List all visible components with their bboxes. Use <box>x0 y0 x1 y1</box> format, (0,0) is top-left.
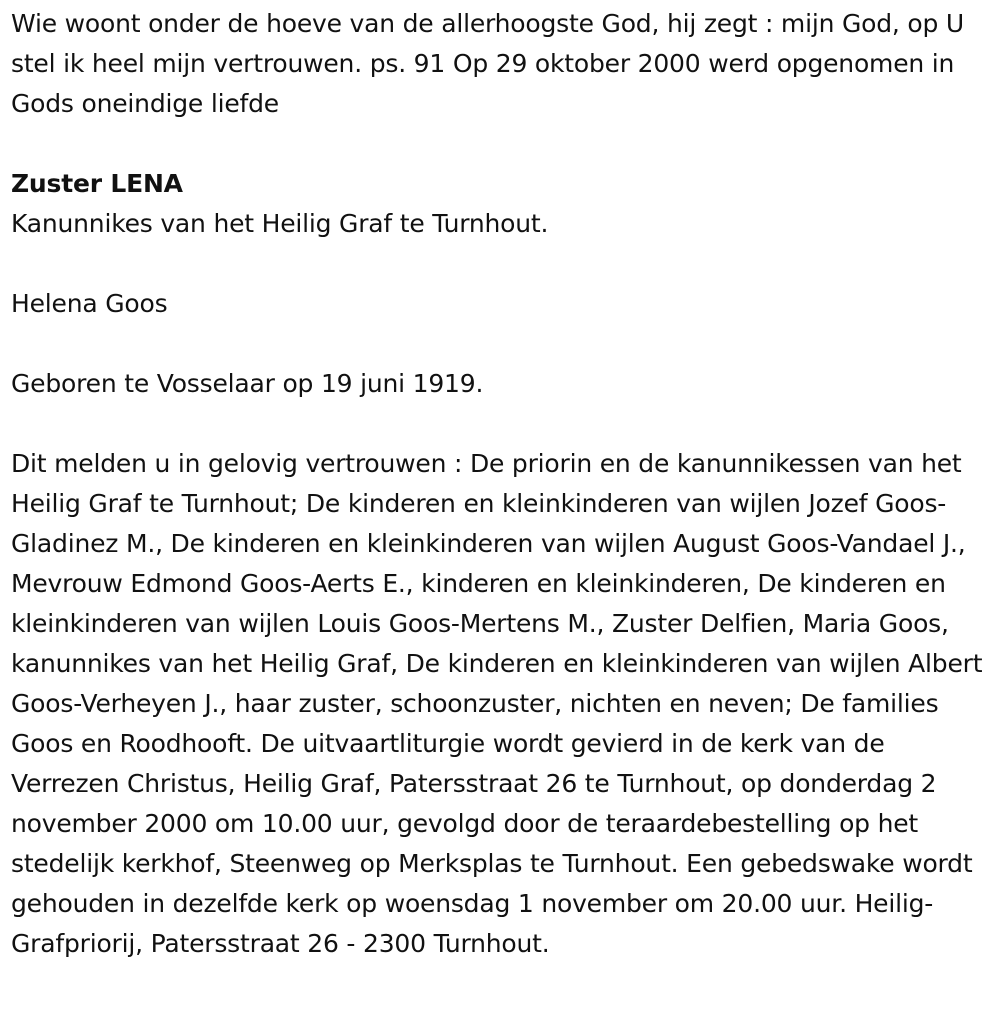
birth-line: Geboren te Vosselaar op 19 juni 1919. <box>11 369 484 398</box>
name-heading: Zuster LENA <box>11 169 183 198</box>
community-line: Kanunnikes van het Heilig Graf te Turnhout. <box>11 209 549 238</box>
opening-quote: Wie woont onder de hoeve van de allerhoogste God, hij zegt : mijn God, op U stel ik heel mijn vertrouwen. ps. 91 Op 29 oktober 2000 werd opgenomen in Gods oneindige liefde <box>11 9 965 118</box>
civil-name: Helena Goos <box>11 289 168 318</box>
announcement-text: Dit melden u in gelovig vertrouwen : De priorin en de kanunnikessen van het Heilig Graf te Turnhout; De kinderen en kleinkinderen van wijlen Jozef Goos-Gladinez M., De kinderen en kleinkinderen van wijlen August Goos-Vandael J., Mevrouw Edmond Goos-Aerts E., kinderen en kleinkinderen, De kinderen en kleinkinderen van wijlen Louis Goos-Mertens M., Zuster Delfien, Maria Goos, kanunnikes van het Heilig Graf, De kinderen en kleinkinderen van wijlen Albert Goos-Verheyen J., haar zuster, schoonzuster, nichten en neven; De families Goos en Roodhooft. De uitvaartliturgie wordt gevierd in de kerk van de Verrezen Christus, Heilig Graf, Patersstraat 26 te Turnhout, op donderdag 2 november 2000 om 10.00 uur, gevolgd door de teraardebestelling op het stedelijk kerkhof, Steenweg op Merksplas te Turnhout. Een gebedswake wordt gehouden in dezelfde kerk op woensdag 1 november om 20.00 uur. Heilig-Grafpriorij, Patersstraat 26 - 2300 Turnhout. <box>11 449 983 958</box>
obituary-document <box>11 4 996 964</box>
